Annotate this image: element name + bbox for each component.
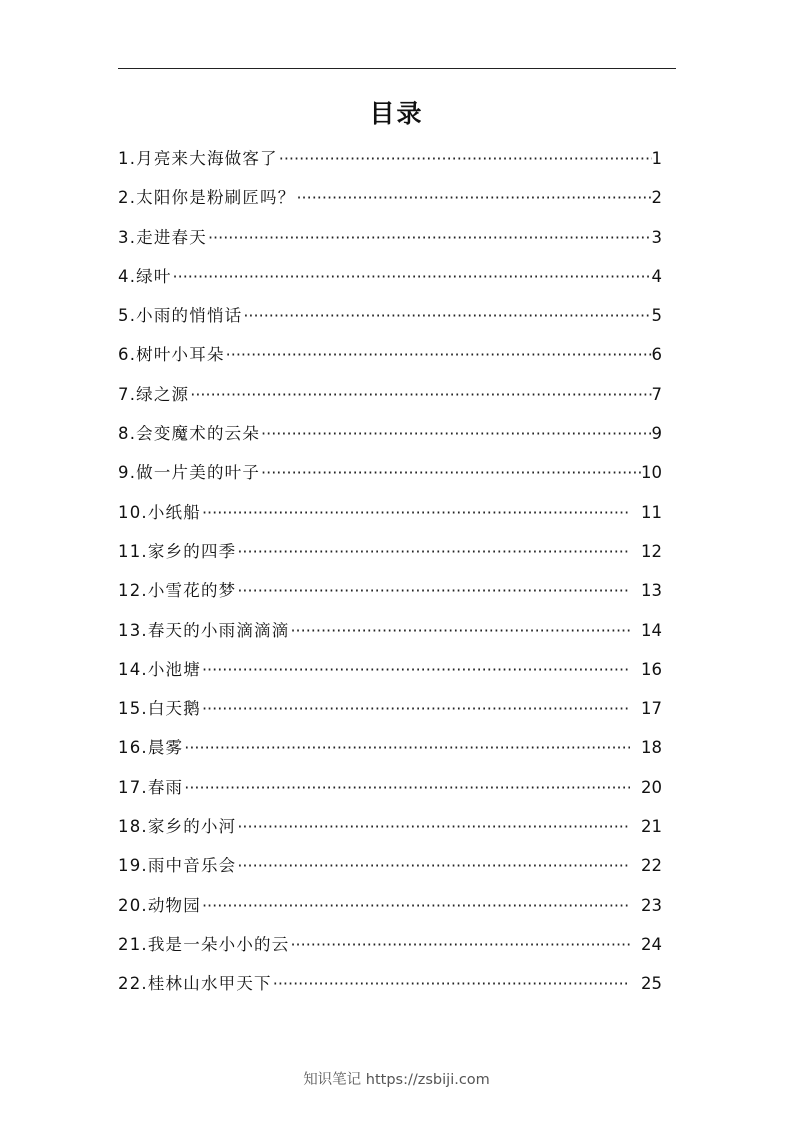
toc-entry-title: 17.春雨 — [118, 777, 184, 797]
toc-entry[interactable] — [118, 382, 662, 421]
toc-entry[interactable] — [118, 657, 662, 696]
toc-leader-dots — [208, 225, 652, 251]
toc-entry-title: 14.小池塘 — [118, 659, 201, 679]
toc-page-number: 22 — [641, 856, 662, 876]
toc-entry[interactable] — [118, 264, 662, 303]
toc-entry[interactable] — [118, 578, 662, 617]
toc-leader-dots — [237, 853, 630, 879]
toc-leader-dots — [173, 264, 652, 290]
toc-leader-dots — [202, 893, 630, 919]
toc-entry-title: 16.晨雾 — [118, 738, 184, 758]
toc-page-number: 3 — [651, 227, 662, 247]
toc-leader-dots — [237, 539, 630, 565]
toc-entry-title: 4.绿叶 — [118, 266, 172, 286]
toc-entry[interactable] — [118, 421, 662, 460]
toc-entry[interactable] — [118, 853, 662, 892]
toc-page-number: 1 — [651, 149, 662, 168]
toc-entry-title: 13.春天的小雨滴滴滴 — [118, 620, 290, 640]
toc-page-number: 17 — [641, 699, 662, 719]
toc-leader-dots — [273, 971, 630, 997]
toc-entry-title: 20.动物园 — [118, 895, 201, 915]
toc-entry-title: 6.树叶小耳朵 — [118, 345, 225, 365]
toc-page-number: 11 — [641, 502, 662, 522]
toc-leader-dots — [279, 146, 652, 172]
toc-list — [118, 146, 662, 1011]
toc-entry-title: 12.小雪花的梦 — [118, 581, 237, 601]
toc-entry[interactable] — [118, 893, 662, 932]
toc-leader-dots — [243, 303, 651, 329]
toc-page-number: 12 — [641, 541, 662, 561]
toc-entry[interactable] — [118, 185, 662, 224]
toc-entry[interactable] — [118, 500, 662, 539]
toc-page-number: 23 — [641, 895, 662, 915]
toc-entry-title: 22.桂林山水甲天下 — [118, 974, 272, 994]
toc-entry[interactable] — [118, 146, 662, 185]
toc-leader-dots — [190, 382, 651, 408]
toc-leader-dots — [290, 618, 630, 644]
toc-entry[interactable] — [118, 932, 662, 971]
toc-leader-dots — [237, 814, 630, 840]
toc-page-number: 18 — [641, 738, 662, 758]
toc-entry[interactable] — [118, 775, 662, 814]
toc-page-number: 20 — [641, 777, 662, 797]
toc-page-number: 4 — [651, 266, 662, 286]
toc-leader-dots — [226, 342, 652, 368]
toc-entry-title: 8.会变魔术的云朵 — [118, 424, 261, 444]
toc-page-number: 2 — [651, 188, 662, 208]
toc-entry-title: 19.雨中音乐会 — [118, 856, 237, 876]
toc-leader-dots — [261, 421, 651, 447]
toc-leader-dots — [184, 775, 630, 801]
toc-entry[interactable] — [118, 814, 662, 853]
toc-page-number: 9 — [651, 424, 662, 444]
toc-entry-title: 5.小雨的悄悄话 — [118, 306, 243, 326]
toc-page-number: 24 — [641, 934, 662, 954]
toc-leader-dots — [261, 460, 641, 486]
toc-entry[interactable] — [118, 735, 662, 774]
toc-entry-title: 1.月亮来大海做客了 — [118, 149, 278, 168]
toc-page-number: 16 — [641, 659, 662, 679]
toc-entry-title: 11.家乡的四季 — [118, 541, 237, 561]
toc-leader-dots — [237, 578, 630, 604]
toc-entry-title: 3.走进春天 — [118, 227, 207, 247]
toc-page-number: 25 — [641, 974, 662, 994]
toc-entry-title: 10.小纸船 — [118, 502, 201, 522]
toc-page-number: 10 — [641, 463, 662, 483]
toc-page-number: 5 — [651, 306, 662, 326]
toc-leader-dots — [202, 500, 630, 526]
toc-entry[interactable] — [118, 225, 662, 264]
toc-entry-title: 7.绿之源 — [118, 384, 190, 404]
header-rule — [118, 68, 676, 69]
toc-entry-title: 15.白天鹅 — [118, 699, 201, 719]
toc-entry[interactable] — [118, 696, 662, 735]
toc-entry-title: 18.家乡的小河 — [118, 817, 237, 837]
toc-page-number: 6 — [651, 345, 662, 365]
toc-entry[interactable] — [118, 460, 662, 499]
toc-leader-dots — [202, 696, 630, 722]
toc-entry-title: 9.做一片美的叶子 — [118, 463, 261, 483]
toc-entry[interactable] — [118, 342, 662, 381]
toc-entry[interactable] — [118, 539, 662, 578]
footer-credit: 知识笔记 https://zsbiji.com — [303, 1072, 490, 1088]
toc-page-number: 13 — [641, 581, 662, 601]
toc-page-number: 7 — [651, 384, 662, 404]
toc-entry[interactable] — [118, 971, 662, 1010]
toc-leader-dots — [202, 657, 630, 683]
toc-entry-title: 21.我是一朵小小的云 — [118, 934, 290, 954]
toc-leader-dots — [290, 932, 630, 958]
toc-entry-title: 2.太阳你是粉刷匠吗？ — [118, 188, 296, 208]
toc-page-number: 14 — [641, 620, 662, 640]
toc-entry[interactable] — [118, 618, 662, 657]
toc-title: 目录 — [369, 99, 424, 128]
toc-entry[interactable] — [118, 303, 662, 342]
toc-leader-dots — [296, 185, 651, 211]
toc-leader-dots — [184, 735, 630, 761]
toc-page-number: 21 — [641, 817, 662, 837]
